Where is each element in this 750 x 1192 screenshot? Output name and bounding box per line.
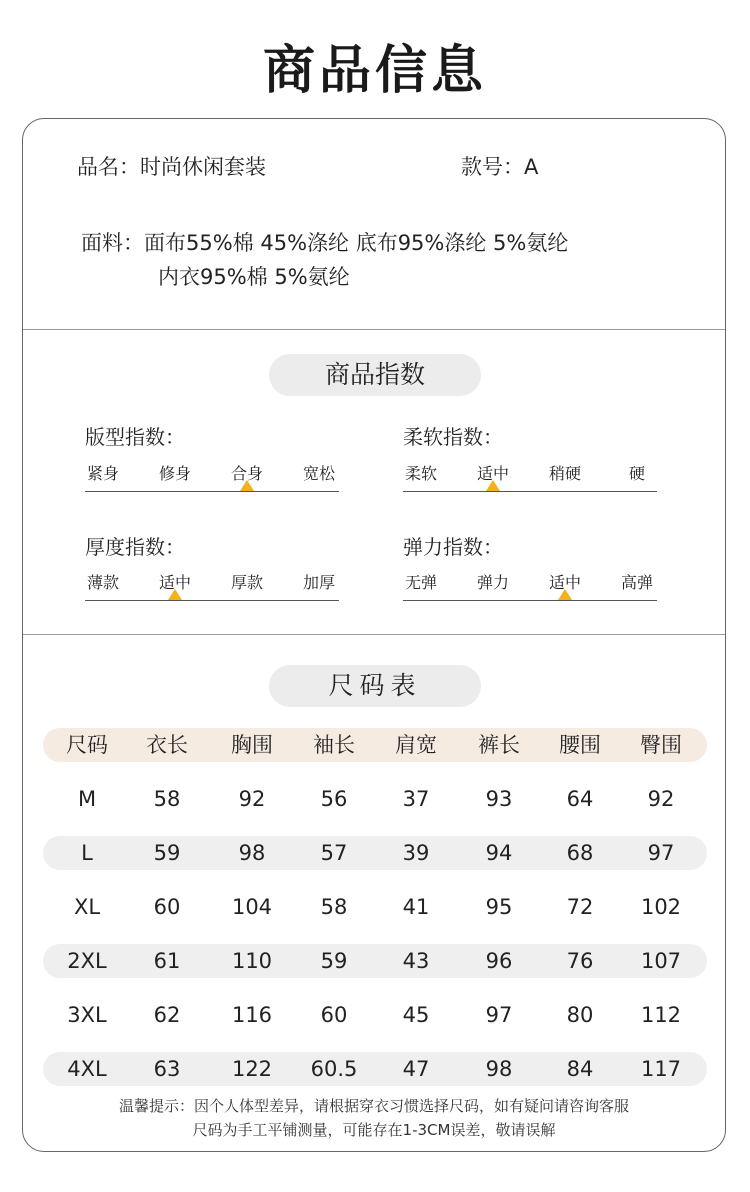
selected-marker-icon [486,480,500,491]
table-cell: 64 [566,787,594,811]
tip-note-line-1: 温馨提示：因个人体型差异，请根据穿衣习惯选择尺码，如有疑问请咨询客服 [118,1097,629,1115]
index-section-title: 商品指数 [269,354,481,396]
table-cell: 112 [640,1003,682,1027]
table-row [43,998,707,1032]
table-cell: 57 [320,841,348,865]
thickness-index-option: 薄款 [86,573,119,592]
softness-index-option: 柔软 [404,464,437,483]
section-divider [23,329,725,330]
table-cell: 96 [485,949,513,973]
table-cell: 94 [485,841,513,865]
table-cell: 84 [566,1057,594,1081]
section-divider [23,634,725,635]
thickness-index-option: 厚款 [230,573,263,592]
table-cell: 56 [320,787,348,811]
table-header-cell: 裤长 [478,733,520,757]
table-header-cell: 尺码 [66,733,108,757]
elasticity-index-option: 弹力 [476,573,509,592]
elasticity-index-option: 无弹 [404,573,437,592]
table-cell: L [81,841,93,865]
table-cell: 39 [402,841,430,865]
table-row [43,944,707,978]
fit-index-option: 宽松 [302,464,335,483]
softness-index-option: 适中 [476,464,509,483]
table-header-cell: 袖长 [313,733,355,757]
fabric-info [81,227,568,257]
table-cell: 107 [640,949,682,973]
product-name-value: 时尚休闲套装 [140,155,266,179]
tip-note-line-2: 尺码为手工平铺测量，可能存在1-3CM误差，敬请误解 [192,1121,556,1139]
table-row [43,1052,707,1086]
softness-index-scale [403,461,657,495]
fabric-line-1: 面布55%棉 45%涤纶 底布95%涤纶 5%氨纶 [144,231,569,255]
product-name-label: 品名： [77,155,140,179]
table-cell: 37 [402,787,430,811]
table-cell: 58 [320,895,348,919]
table-cell: 63 [153,1057,181,1081]
table-cell: 92 [647,787,675,811]
softness-index-line [403,491,657,492]
table-cell: 80 [566,1003,594,1027]
table-cell: 43 [402,949,430,973]
table-header-cell: 臀围 [640,733,682,757]
thickness-index-title: 厚度指数： [85,535,185,559]
table-cell: 97 [647,841,675,865]
table-row [43,782,707,816]
elasticity-index-scale [403,570,657,604]
table-cell: 60 [320,1003,348,1027]
table-cell: 47 [402,1057,430,1081]
selected-marker-icon [240,480,254,491]
table-row [43,836,707,870]
table-cell: 95 [485,895,513,919]
table-header-row [43,728,707,762]
table-cell: 62 [153,1003,181,1027]
softness-index-option: 稍硬 [548,464,581,483]
table-cell: 72 [566,895,594,919]
style-number [461,151,538,181]
product-info-card [22,118,726,1152]
table-cell: 61 [153,949,181,973]
table-cell: 59 [320,949,348,973]
elasticity-index-line [403,600,657,601]
fit-index-title: 版型指数： [85,425,185,449]
style-number-label: 款号： [461,155,524,179]
table-cell: 117 [640,1057,682,1081]
table-cell: 41 [402,895,430,919]
thickness-index-scale [85,570,339,604]
table-cell: 68 [566,841,594,865]
product-name [77,151,266,181]
style-number-value: A [524,155,539,179]
thickness-index-line [85,600,339,601]
size-section-title: 尺码表 [269,665,481,707]
selected-marker-icon [558,589,572,600]
table-cell: 3XL [67,1003,107,1027]
elasticity-index-option: 适中 [548,573,581,592]
table-header-cell: 腰围 [559,733,601,757]
table-cell: 92 [238,787,266,811]
table-cell: 98 [485,1057,513,1081]
table-cell: 45 [402,1003,430,1027]
table-cell: 58 [153,787,181,811]
table-cell: 122 [231,1057,273,1081]
table-header-cell: 衣长 [146,733,188,757]
fabric-line-2: 内衣95%棉 5%氨纶 [158,265,350,289]
softness-index-title: 柔软指数： [403,425,503,449]
table-cell: 116 [231,1003,273,1027]
elasticity-index-title: 弹力指数： [403,535,503,559]
thickness-index-option: 适中 [158,573,191,592]
table-cell: 104 [231,895,273,919]
table-header-cell: 胸围 [231,733,273,757]
fit-index-option: 修身 [158,464,191,483]
fit-index-line [85,491,339,492]
fit-index-option: 合身 [230,464,263,483]
table-cell: 93 [485,787,513,811]
table-cell: M [77,787,97,811]
fit-index-option: 紧身 [86,464,119,483]
selected-marker-icon [168,589,182,600]
table-cell: 102 [640,895,682,919]
table-cell: XL [73,895,101,919]
table-row [43,890,707,924]
table-cell: 97 [485,1003,513,1027]
table-cell: 59 [153,841,181,865]
page-title: 商品信息 [262,41,487,101]
table-cell: 98 [238,841,266,865]
fabric-label: 面料： [81,231,144,255]
table-cell: 4XL [67,1057,107,1081]
thickness-index-option: 加厚 [302,573,335,592]
fit-index-scale [85,461,339,495]
table-header-cell: 肩宽 [395,733,437,757]
elasticity-index-option: 高弹 [620,573,653,592]
table-cell: 110 [231,949,273,973]
table-cell: 76 [566,949,594,973]
softness-index-option: 硬 [628,464,645,483]
table-cell: 60 [153,895,181,919]
table-cell: 2XL [67,949,107,973]
table-cell: 60.5 [310,1057,358,1081]
